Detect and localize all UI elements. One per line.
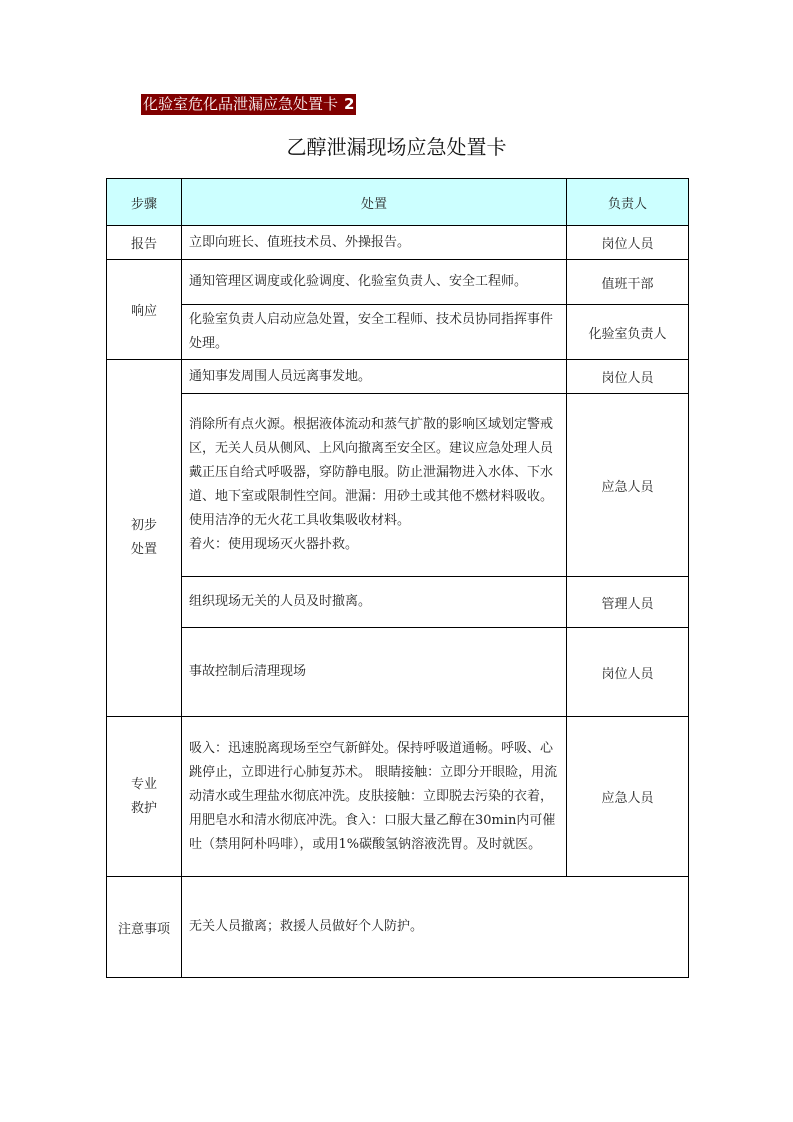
- table-row: [107, 717, 689, 877]
- responsible-cell: 岗位人员: [567, 226, 689, 260]
- step-line: 初步: [130, 518, 157, 533]
- step-line: 救护: [130, 800, 157, 816]
- step-cell: 注意事项: [107, 877, 182, 978]
- step-line: 处置: [130, 542, 157, 557]
- notes-cell: 无关人员撤离；救援人员做好个人防护。: [182, 877, 689, 978]
- responsible-cell: 管理人员: [567, 577, 689, 628]
- action-cell: 立即向班长、值班技术员、外操报告。: [182, 226, 567, 260]
- responsible-cell: 应急人员: [567, 717, 689, 877]
- action-cell: 化验室负责人启动应急处置，安全工程师、技术员协同指挥事件处理。: [182, 305, 567, 360]
- banner-number: 2: [344, 95, 355, 113]
- page-title: 乙醇泄漏现场应急处置卡: [286, 135, 507, 159]
- card-series-banner: [141, 94, 356, 115]
- table-row: [107, 628, 689, 717]
- table-row: [107, 577, 689, 628]
- step-line: 专业: [130, 776, 157, 792]
- step-cell: [107, 360, 182, 717]
- action-cell: 吸入：迅速脱离现场至空气新鲜处。保持呼吸道通畅。呼吸、心跳停止，立即进行心肺复苏术。 眼睛接触：立即分开眼睑，用流动清水或生理盐水彻底冲洗。皮肤接触：立即脱去污染的衣着，用肥皂水和清水彻底冲洗。食入：口服大量乙醇在30min内可催吐（禁用阿朴吗啡），或用1%碳酸氢钠溶液洗胃。及时就医。: [182, 717, 567, 877]
- table-row: [107, 877, 689, 978]
- header-action: 处置: [182, 179, 567, 226]
- action-cell: 组织现场无关的人员及时撤离。: [182, 577, 567, 628]
- action-cell: 通知管理区调度或化验调度、化验室负责人、安全工程师。: [182, 260, 567, 305]
- table-row: [107, 360, 689, 394]
- responsible-cell: 化验室负责人: [567, 305, 689, 360]
- emergency-card-table: [106, 178, 689, 978]
- responsible-cell: 岗位人员: [567, 628, 689, 717]
- table-row: [107, 394, 689, 577]
- responsible-cell: 应急人员: [567, 394, 689, 577]
- header-step: 步骤: [107, 179, 182, 226]
- action-text: 消除所有点火源。根据液体流动和蒸气扩散的影响区域划定警戒区，无关人员从侧风、上风向撤离至安全区。建议应急处理人员戴正压自给式呼吸器，穿防静电服。防止泄漏物进入水体、下水道、地下室或限制性空间。泄漏：用砂土或其他不燃材料吸收。使用洁净的无火花工具收集吸收材料。: [189, 417, 554, 528]
- responsible-cell: 值班干部: [567, 260, 689, 305]
- header-responsible: 负责人: [567, 179, 689, 226]
- table-row: [107, 260, 689, 305]
- action-text-fire: 着火：使用现场灭火器扑救。: [189, 537, 359, 552]
- step-cell: [107, 717, 182, 877]
- responsible-cell: 岗位人员: [567, 360, 689, 394]
- banner-text: 化验室危化品泄漏应急处置卡: [143, 95, 339, 113]
- step-cell: 响应: [107, 260, 182, 360]
- table-row: [107, 226, 689, 260]
- step-cell: 报告: [107, 226, 182, 260]
- action-cell: 通知事发周围人员远离事发地。: [182, 360, 567, 394]
- table-row: [107, 305, 689, 360]
- action-cell: [182, 394, 567, 577]
- action-cell: 事故控制后清理现场: [182, 628, 567, 717]
- table-header-row: [107, 179, 689, 226]
